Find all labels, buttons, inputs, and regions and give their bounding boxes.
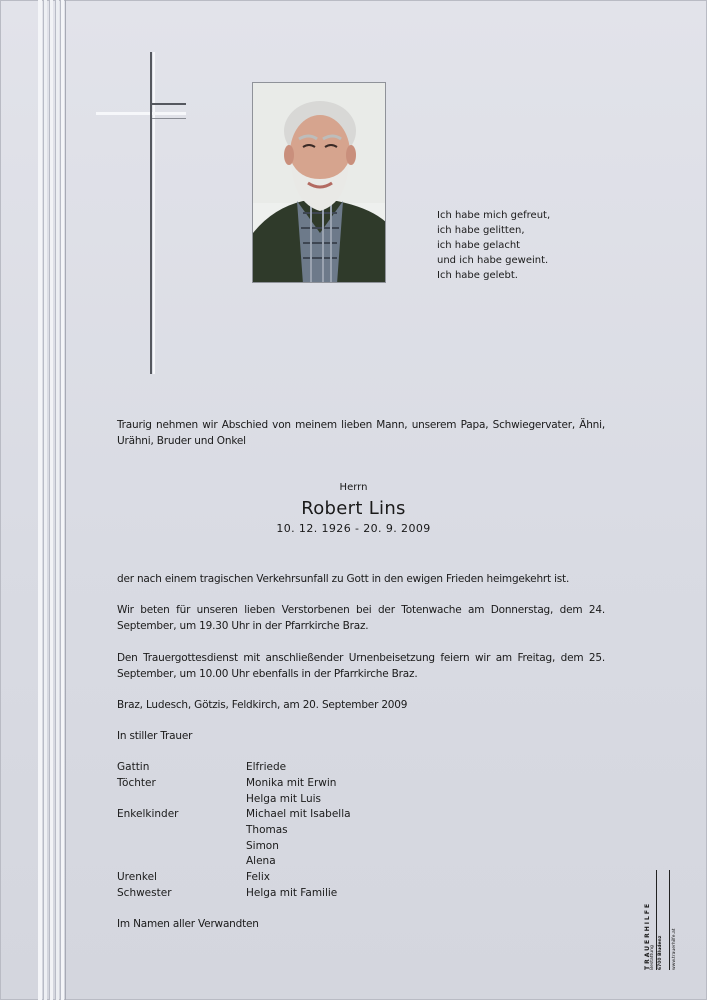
logo-brand: TRAUERHILFE <box>644 901 651 970</box>
family-name: Helga mit Luis <box>246 793 322 805</box>
family-name: Helga mit Familie <box>246 887 338 899</box>
intro-text: Traurig nehmen wir Abschied von meinem lieben Mann, unserem Papa, Schwiegervater, Ähni, Urähni, Bruder und Onkel <box>117 419 605 447</box>
family-name: Elfriede <box>246 761 287 773</box>
deceased-name: Robert Lins <box>301 498 406 519</box>
poem-line: ich habe gelacht <box>437 240 521 251</box>
portrait-photo <box>252 82 386 283</box>
family-role: Schwester <box>117 887 172 899</box>
family-name: Thomas <box>246 824 288 836</box>
logo-line1: Bestattung <box>650 945 655 970</box>
poem-line: ich habe gelitten, <box>437 225 525 236</box>
place-date: Braz, Ludesch, Götzis, Feldkirch, am 20. September 2009 <box>117 699 408 711</box>
family-name: Monika mit Erwin <box>246 777 337 789</box>
family-role: Urenkel <box>117 871 157 883</box>
family-role: Enkelkinder <box>117 808 179 820</box>
poem <box>437 208 550 283</box>
poem-line: Ich habe gelebt. <box>437 270 518 281</box>
poem-line: Ich habe mich gefreut, <box>437 210 551 221</box>
paragraph-return: der nach einem tragischen Verkehrsunfall zu Gott in den ewigen Frieden heimgekehrt ist. <box>117 573 570 585</box>
family-role: Gattin <box>117 761 150 773</box>
life-dates: 10. 12. 1926 - 20. 9. 2009 <box>276 522 431 535</box>
family-name: Felix <box>246 871 270 883</box>
logo-line3: www.trauerhilfe.at <box>672 928 677 970</box>
logo-line2: 6700 Bludenz <box>658 935 663 970</box>
family-name: Simon <box>246 840 279 852</box>
family-name: Alena <box>246 855 276 867</box>
family-name: Michael mit Isabella <box>246 808 351 820</box>
poem-line: und ich habe geweint. <box>437 255 549 266</box>
paragraph-funeral: Den Trauergottesdienst mit anschließender Urnenbeisetzung feiern wir am Freitag, dem 25. September, um 10.00 Uhr ebenfalls in der Pfarrkirche Braz. <box>117 652 605 680</box>
in-sorrow: In stiller Trauer <box>117 730 193 742</box>
paragraph-wake: Wir beten für unseren lieben Verstorbenen bei der Totenwache am Donnerstag, dem 24. September, um 19.30 Uhr in der Pfarrkirche Braz. <box>117 604 605 632</box>
salutation: Herrn <box>339 482 368 493</box>
closing-text: Im Namen aller Verwandten <box>117 918 259 930</box>
family-role: Töchter <box>117 777 156 789</box>
undertaker-logo <box>644 870 680 970</box>
